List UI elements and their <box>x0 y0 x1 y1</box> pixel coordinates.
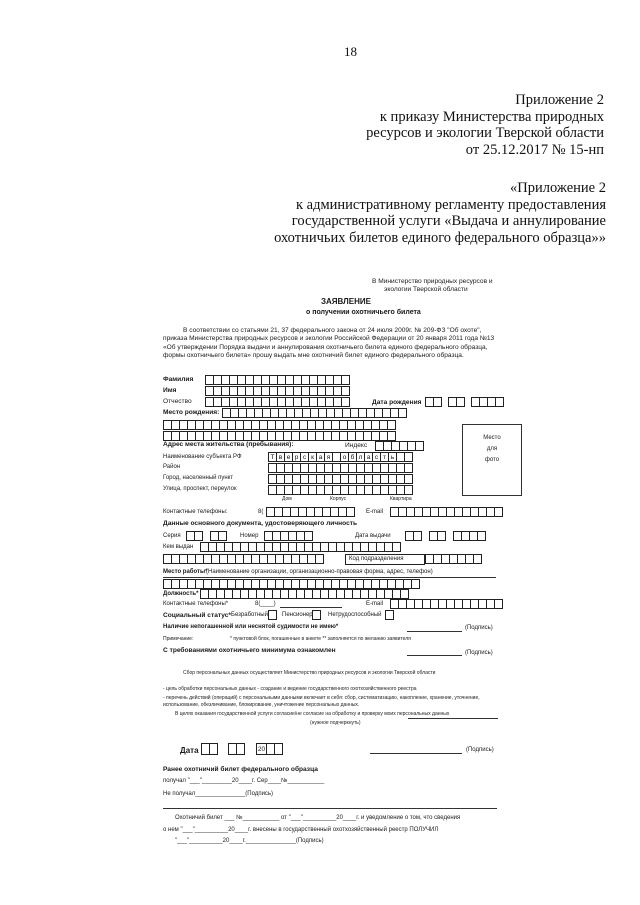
phone2-line[interactable] <box>280 607 342 608</box>
photo-label: Место <box>483 435 501 441</box>
appendix-header-line: Приложение 2 <box>515 92 604 108</box>
input-cell[interactable] <box>456 397 465 407</box>
disabled-checkbox[interactable] <box>385 610 394 620</box>
issue-date-label: Дата выдачи <box>355 533 391 539</box>
email2-cells[interactable] <box>390 599 502 609</box>
issued-by-label: Кем выдан <box>163 544 194 550</box>
form-title: ЗАЯВЛЕНИЕ <box>321 297 371 306</box>
not-received-line[interactable]: Не получал_______________(Подпись) <box>163 791 274 797</box>
street-label: Улица, проспект, переулок <box>163 486 237 492</box>
series-cells-2[interactable] <box>210 531 226 541</box>
surname-cells[interactable] <box>205 375 349 385</box>
index-label: Индекс <box>345 442 368 449</box>
input-cell[interactable] <box>437 531 446 541</box>
input-cell[interactable] <box>433 397 442 407</box>
dept-code-label: Код подразделения <box>349 556 404 562</box>
issued-by-cells-2[interactable] <box>163 554 323 564</box>
number-label: Номер <box>240 533 259 539</box>
photo-placeholder <box>462 424 522 496</box>
reglament-header <box>206 180 606 246</box>
input-cell[interactable] <box>494 599 503 609</box>
record-signature-line[interactable] <box>407 631 462 632</box>
addressee <box>372 278 493 294</box>
region-cell[interactable]: е <box>284 452 293 462</box>
region-cell[interactable]: б <box>348 452 357 462</box>
region-cell[interactable]: в <box>276 452 285 462</box>
appendix-header <box>274 92 604 158</box>
district-cells[interactable] <box>268 463 412 473</box>
input-cell[interactable] <box>404 485 413 495</box>
region-cell[interactable]: а <box>316 452 325 462</box>
birth-place-cells-3[interactable] <box>163 431 395 441</box>
issued-heading: Ранее охотничий билет федерального образца <box>163 766 318 773</box>
birth-date-label: Дата рождения <box>372 399 422 406</box>
disabled-label: Нетрудоспособный <box>328 612 382 618</box>
input-cell[interactable] <box>341 397 350 407</box>
addressee-line: экологии Тверской области <box>384 286 468 293</box>
requirements-signature-line[interactable] <box>407 655 462 656</box>
phone-cells[interactable] <box>266 507 354 517</box>
birth-place-cells-2[interactable] <box>163 420 395 430</box>
reglament-header-line: охотничьих билетов единого федерального образца»» <box>274 229 606 246</box>
photo-label: для <box>486 446 498 452</box>
workplace-hint: (Наименование организации, организационно-правовая форма, адрес, телефон) <box>206 569 433 575</box>
pensioner-checkbox[interactable] <box>312 610 321 620</box>
input-cell[interactable] <box>194 531 203 541</box>
note-text: * пунктовой блок, погашенные в анкете ** заполняется по желанию заявителя <box>230 636 411 642</box>
input-cell[interactable] <box>387 431 396 441</box>
date-year-cells[interactable] <box>266 743 282 755</box>
separator-line <box>163 808 497 809</box>
workplace-label: Место работы* <box>163 569 208 575</box>
requirements-label: С требованиями охотничьего минимума ознакомлен <box>163 647 336 654</box>
note-label: Примечание: <box>163 636 194 642</box>
region-cell[interactable]: я <box>324 452 333 462</box>
locality-label: Город, населенный пункт <box>163 475 234 481</box>
korpus-label: Корпус <box>330 496 347 502</box>
consent-line[interactable] <box>408 718 498 719</box>
region-cell[interactable]: т <box>380 452 389 462</box>
reglament-header-line: государственной услуги «Выдача и аннулирование <box>291 213 606 229</box>
birth-place-label: Место рождения: <box>163 409 220 416</box>
dept-code-cells[interactable] <box>425 554 481 564</box>
date-signature-line[interactable] <box>370 753 462 754</box>
birth-place-cells-1[interactable] <box>222 408 406 418</box>
appendix-header-line: ресурсов и экологии Тверской области <box>366 125 604 141</box>
input-cell[interactable] <box>387 420 396 430</box>
consent-text: - цель обработки персональных данных - создание и ведение государственного охотхозяйственного реестра <box>163 686 417 692</box>
input-cell[interactable] <box>341 375 350 385</box>
pensioner-label: Пенсионер <box>282 612 313 618</box>
region-cell[interactable]: с <box>372 452 381 462</box>
region-cell[interactable] <box>404 452 413 462</box>
reglament-header-line: «Приложение 2 <box>510 180 606 196</box>
series-cells-1[interactable] <box>186 531 202 541</box>
unemployed-label: Безработный <box>231 612 268 618</box>
ticket-line: о нем "___"__________20____г. внесены в государственный охотхозяйственный реестр ПОЛУЧИЛ <box>163 827 439 833</box>
district-label: Район <box>163 464 181 470</box>
input-cell[interactable] <box>400 589 409 599</box>
region-cell[interactable]: к <box>308 452 317 462</box>
consent-hint: (нужное подчеркнуть) <box>310 720 361 726</box>
phones-label: Контактные телефоны: <box>163 509 228 515</box>
birth-year-cells[interactable] <box>471 397 503 407</box>
photo-label: фото <box>484 457 500 463</box>
flat-label: Квартира <box>390 496 412 502</box>
workplace-line[interactable] <box>163 577 496 578</box>
ticket-line: Охотничий билет ___ №___________ от "___"__________20____г. и уведомление о том, что сведения <box>175 815 461 821</box>
position-label: Должность* <box>163 591 199 597</box>
email-label: E-mail <box>366 509 384 515</box>
series-label: Серия <box>163 533 181 539</box>
name-label: Имя <box>163 387 177 394</box>
requirements-signature-label: (Подпись) <box>465 650 493 656</box>
phone-code2-label: 8(____) <box>255 601 276 607</box>
email2-label: E-mail <box>366 601 384 607</box>
ticket-line[interactable]: "___"__________20____г._______________(Подпись) <box>175 838 324 844</box>
input-cell[interactable] <box>473 554 482 564</box>
input-cell[interactable] <box>494 507 503 517</box>
date-month-cells[interactable] <box>228 743 244 755</box>
id-doc-label: Данные основного документа, удостоверяющего личность <box>163 520 358 527</box>
issue-year-cells[interactable] <box>453 531 485 541</box>
region-label: Наименование субъекта РФ <box>163 454 242 460</box>
phones2-label: Контактные телефоны* <box>163 601 229 607</box>
reglament-header-line: к административному регламенту предоставления <box>295 196 606 213</box>
input-cell[interactable] <box>415 441 424 451</box>
input-cell[interactable] <box>209 743 218 755</box>
workplace-cells[interactable] <box>163 579 419 589</box>
record-label: Наличие непогашенной или неснятой судимости не имею* <box>163 624 339 630</box>
social-status-label: Социальный статус* <box>163 612 231 619</box>
input-cell[interactable] <box>392 542 401 552</box>
input-cell[interactable] <box>315 554 324 564</box>
addressee-line: В Министерство природных ресурсов и <box>372 278 493 285</box>
issued-by-cells-1[interactable] <box>200 542 400 552</box>
record-signature-label: (Подпись) <box>465 625 493 631</box>
region-cell[interactable]: с <box>300 452 309 462</box>
input-cell[interactable] <box>477 531 486 541</box>
name-cells[interactable] <box>205 386 349 396</box>
index-cells[interactable] <box>375 441 423 451</box>
form-subtitle: о получении охотничьего билета <box>306 309 421 316</box>
region-cells[interactable] <box>268 452 412 462</box>
street-cells[interactable] <box>268 485 412 495</box>
region-cell[interactable]: р <box>292 452 301 462</box>
input-cell[interactable] <box>346 507 355 517</box>
consent-text: В целях оказания государственной услуги согласие/не согласие на обработку и проверку моих персональных данных <box>175 711 450 717</box>
appendix-header-line: к приказу Министерства природных <box>379 108 604 125</box>
input-cell[interactable] <box>495 397 504 407</box>
year-prefix: 20 <box>257 746 266 753</box>
input-cell[interactable] <box>341 386 350 396</box>
appendix-header-line: от 25.12.2017 № 15-нп <box>465 141 604 158</box>
page-number: 18 <box>344 44 357 59</box>
issue-day-cells[interactable] <box>405 531 421 541</box>
number-cells[interactable] <box>264 531 312 541</box>
input-cell[interactable] <box>411 579 420 589</box>
dept-code-box <box>345 554 425 565</box>
phone-code-label: 8( <box>258 509 264 515</box>
birth-day-cells[interactable] <box>425 397 441 407</box>
input-cell[interactable] <box>404 463 413 473</box>
house-label: Дом <box>282 496 292 502</box>
region-cell[interactable]: о <box>340 452 349 462</box>
region-cell[interactable]: Т <box>268 452 277 462</box>
region-cell[interactable]: а <box>364 452 373 462</box>
input-cell[interactable] <box>304 531 313 541</box>
input-cell[interactable] <box>413 531 422 541</box>
locality-cells[interactable] <box>268 474 412 484</box>
address-label: Адрес места жительства (пребывания): <box>163 441 294 448</box>
input-cell[interactable] <box>398 408 407 418</box>
issue-month-cells[interactable] <box>429 531 445 541</box>
input-cell[interactable] <box>274 743 283 755</box>
unemployed-checkbox[interactable] <box>268 610 277 620</box>
consent-text: - перечень действий (операций) с персональными данными включает в себя: сбор, систематизацию, накопление, хранение, уточнение, использование, обезличивание, блокирование, уничтожение персональных данных. <box>163 695 480 708</box>
email-cells[interactable] <box>390 507 502 517</box>
region-cell[interactable]: л <box>356 452 365 462</box>
date-label: Дата <box>180 746 199 755</box>
birth-month-cells[interactable] <box>448 397 464 407</box>
patronymic-cells[interactable] <box>205 397 349 407</box>
consent-text: Сбор персональных данных осуществляет Министерство природных ресурсов и экологии Тверской области <box>183 670 436 676</box>
surname-label: Фамилия <box>163 376 194 383</box>
region-cell[interactable]: ь <box>388 452 397 462</box>
input-cell[interactable] <box>218 531 227 541</box>
patronymic-label: Отчество <box>163 398 192 405</box>
date-signature-label: (Подпись) <box>466 747 494 753</box>
input-cell[interactable] <box>236 743 245 755</box>
input-cell[interactable] <box>404 474 413 484</box>
intro-text: В соответствии со статьями 21, 37 федерального закона от 24 июля 2009г. № 209-ФЗ "Об охоте", приказа Министерства природных ресурсов и экологии Российской Федерации от 20 января 2011 года №13 «Об утверждении Порядка выдачи и аннулирования охотничьего билета единого федерального образца, формы охотничьего билета» прошу выдать мне охотничий билет единого федерального образца. <box>163 327 495 359</box>
position-cells[interactable] <box>200 589 408 599</box>
received-line[interactable]: получал "___"_________20____г. Сер____№___________ <box>163 778 325 784</box>
date-day-cells[interactable] <box>201 743 217 755</box>
